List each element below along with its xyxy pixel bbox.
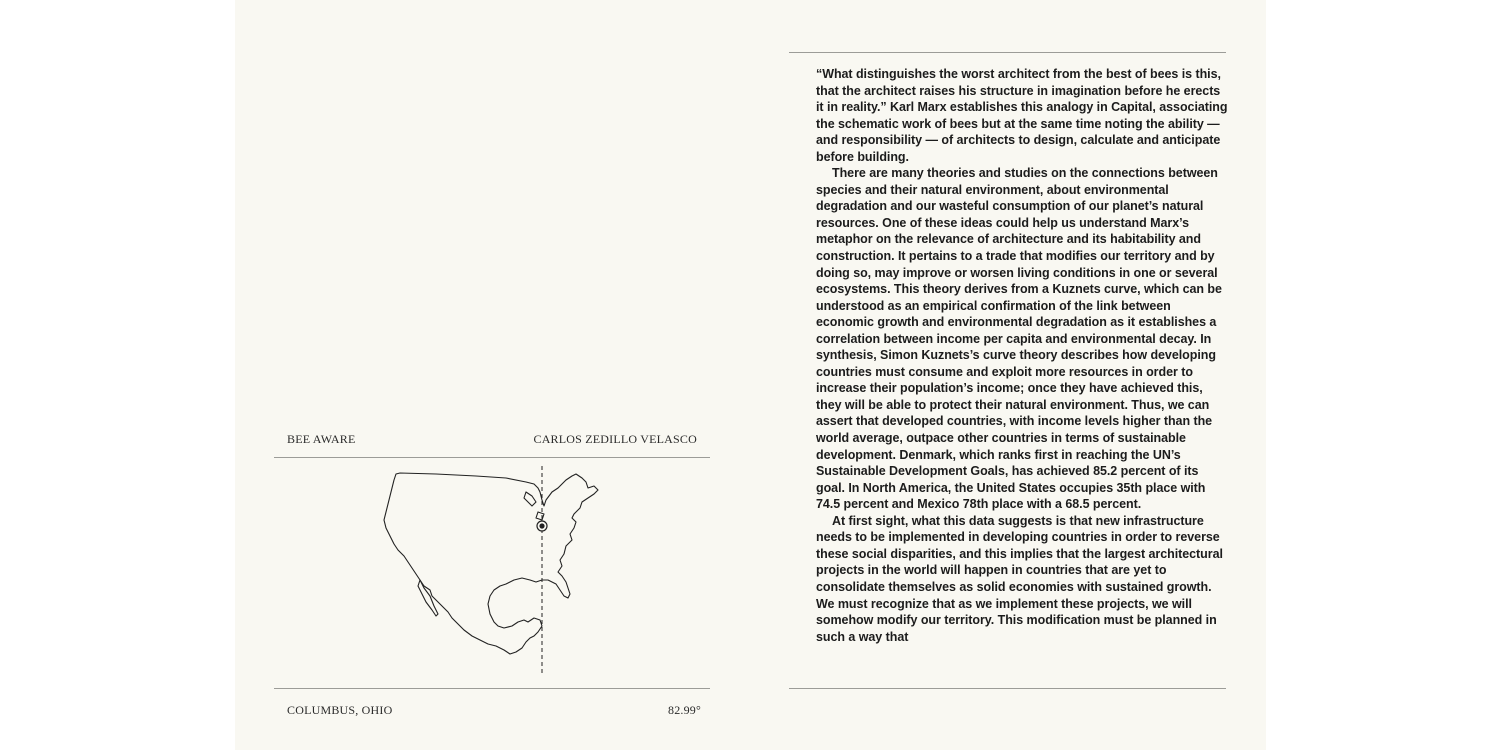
header-rule bbox=[274, 457, 710, 458]
country-outline bbox=[384, 473, 598, 654]
paragraph: At first sight, what this data suggests is that new infrastructure needs to be implemented in developing countries in order to reverse these social disparities, and this implies that the largest architectural projects in the world will happen in countries that are yet to consolidate themselves as solid economies with sustained growth. We must recognize that as we implement these projects, we will somehow modify our territory. This modification must be planned in such a way that bbox=[816, 513, 1223, 644]
baja-peninsula bbox=[418, 580, 438, 616]
paragraph: “What distinguishes the worst architect from the best of bees is this, that the architect raises his structure in imagination before he erects it in reality.” Karl Marx establishes this analogy in Capital, associating the schematic work of bees but at the same time noting the ability — and responsibility — of architects to design, calculate and anticipate before building. bbox=[816, 67, 1228, 164]
location-label: COLUMBUS, OHIO bbox=[287, 703, 393, 717]
longitude-label: 82.99° bbox=[668, 703, 701, 717]
paragraph: There are many theories and studies on the connections between species and their natural environment, about environmental degradation and our wasteful consumption of our planet’s natural resources. One of these ideas could help us understand Marx’s metaphor on the relevance of architecture and its habitability and construction. It pertains to a trade that modifies our territory and by doing so, may improve or worsen living conditions in one or several ecosystems. This theory derives from a Kuznets curve, which can be understood as an empirical confirmation of the link between economic growth and environmental degradation as it establishes a correlation between income per capita and environmental decay. In synthesis, Simon Kuznets’s curve theory describes how developing countries must consume and exploit more resources in order to increase their population’s income; once they have achieved this, they will be able to protect their natural environment. Thus, we can assert that developed countries, with income levels higher than the world average, outpace other countries in terms of sustainable development. Denmark, which ranks first in reaching the UN’s Sustainable Development Goals, has achieved 85.2 percent of its goal. In North America, the United States occupies 35th place with 74.5 percent and Mexico 78th place with a 68.5 percent. bbox=[816, 166, 1222, 512]
article-bottom-rule bbox=[789, 688, 1226, 689]
article-body bbox=[816, 66, 1228, 645]
north-america-map bbox=[376, 462, 608, 678]
article-top-rule bbox=[789, 52, 1226, 53]
running-header-title: BEE AWARE bbox=[287, 432, 356, 446]
footer-rule bbox=[274, 688, 710, 689]
running-header-author: CARLOS ZEDILLO VELASCO bbox=[533, 432, 697, 446]
location-marker-dot bbox=[539, 523, 544, 528]
